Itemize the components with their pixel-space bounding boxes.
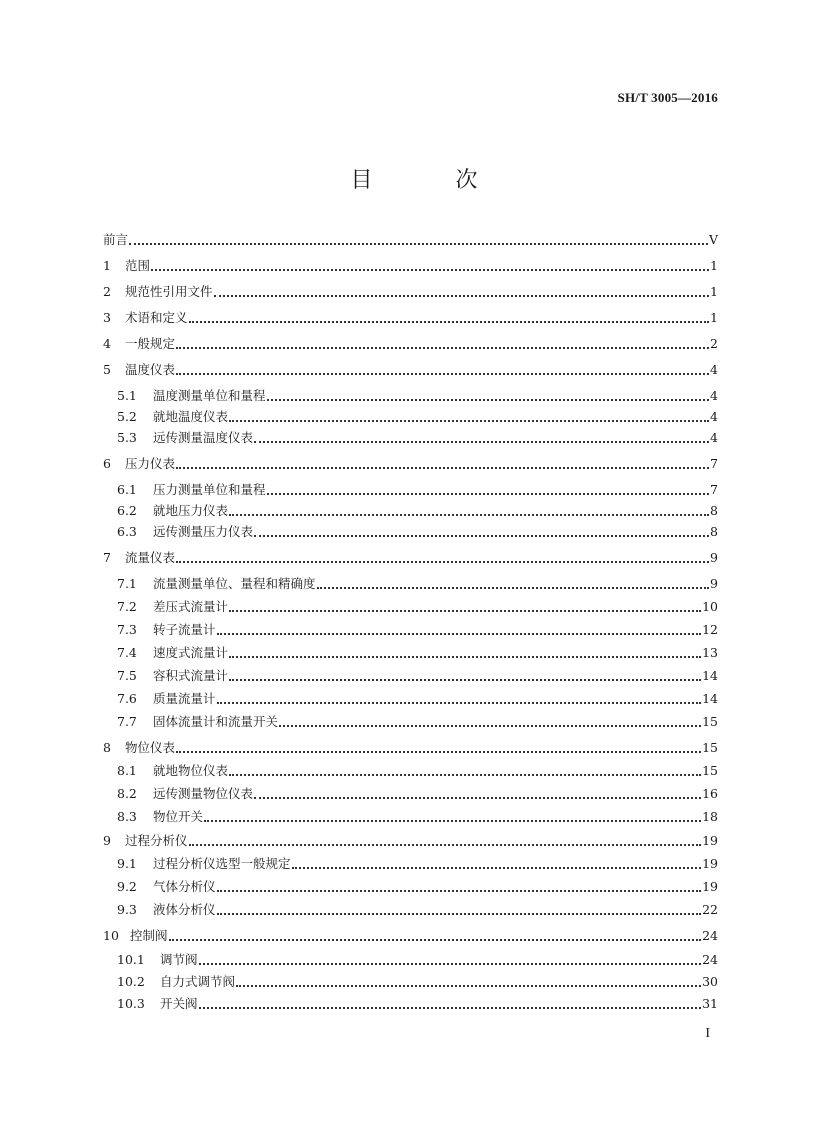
toc-entry-number: 10 bbox=[103, 928, 119, 943]
toc-entry-title: 流量测量单位、量程和精确度 bbox=[153, 576, 316, 591]
toc-entry-page: 30 bbox=[702, 974, 718, 989]
toc-entry[interactable] bbox=[117, 687, 718, 707]
toc-leader-dots bbox=[176, 467, 709, 469]
toc-entry[interactable] bbox=[117, 478, 718, 498]
toc-leader-dots bbox=[129, 243, 708, 245]
toc-entry-page: 16 bbox=[702, 786, 718, 801]
toc-entry-page: 2 bbox=[710, 336, 718, 351]
toc-entry[interactable] bbox=[117, 898, 718, 918]
toc-entry-page: 14 bbox=[702, 668, 718, 683]
toc-leader-dots bbox=[229, 774, 701, 776]
toc-entry[interactable] bbox=[117, 405, 718, 425]
toc-entry-page: 4 bbox=[710, 388, 718, 403]
toc-entry-title: 压力测量单位和量程 bbox=[153, 482, 266, 497]
toc-entry[interactable] bbox=[103, 358, 718, 378]
toc-entry-page: 22 bbox=[702, 902, 718, 917]
toc-leader-dots bbox=[176, 373, 709, 375]
toc-entry[interactable] bbox=[117, 572, 718, 592]
toc-entry-number: 5.2 bbox=[117, 409, 137, 424]
toc-entry-page: 19 bbox=[702, 879, 718, 894]
toc-leader-dots bbox=[199, 963, 702, 965]
toc-entry-title: 远传测量压力仪表 bbox=[153, 524, 254, 539]
toc-entry-page: 7 bbox=[710, 456, 718, 471]
toc-entry-page: 4 bbox=[710, 430, 718, 445]
toc-entry-page: 12 bbox=[702, 622, 718, 637]
toc-leader-dots bbox=[229, 610, 701, 612]
toc-leader-dots bbox=[217, 702, 702, 704]
toc-entry-number: 9.2 bbox=[117, 879, 137, 894]
toc-leader-dots bbox=[229, 420, 709, 422]
toc-leader-dots bbox=[254, 535, 709, 537]
toc-entry-title: 过程分析仪 bbox=[125, 833, 188, 848]
toc-entry-page: 15 bbox=[702, 763, 718, 778]
toc-entry-number: 7.7 bbox=[117, 714, 137, 729]
toc-entry-number: 6 bbox=[103, 456, 111, 471]
toc-entry-title: 物位开关 bbox=[153, 809, 204, 824]
toc-entry-number: 9.3 bbox=[117, 902, 137, 917]
toc-entry-page: 8 bbox=[710, 503, 718, 518]
toc-leader-dots bbox=[217, 890, 702, 892]
toc-entry-page: 15 bbox=[702, 740, 718, 755]
toc-entry-page: 1 bbox=[710, 258, 718, 273]
toc-entry-number: 8.1 bbox=[117, 763, 137, 778]
toc-entry-number: 6.3 bbox=[117, 524, 137, 539]
toc-leader-dots bbox=[254, 441, 709, 443]
toc-entry-title: 速度式流量计 bbox=[153, 645, 229, 660]
toc-leader-dots bbox=[229, 679, 701, 681]
toc-entry-title: 固体流量计和流量开关 bbox=[153, 714, 279, 729]
toc-entry-number: 1 bbox=[103, 258, 111, 273]
toc-entry-title: 就地物位仪表 bbox=[153, 763, 229, 778]
toc-entry[interactable] bbox=[103, 228, 718, 248]
toc-entry-title: 转子流量计 bbox=[153, 622, 216, 637]
toc-entry-title: 规范性引用文件 bbox=[125, 284, 213, 299]
toc-leader-dots bbox=[189, 321, 710, 323]
toc-entry-page: 8 bbox=[710, 524, 718, 539]
toc-entry-number: 5 bbox=[103, 362, 111, 377]
toc-entry-page: 7 bbox=[710, 482, 718, 497]
toc-leader-dots bbox=[279, 725, 701, 727]
toc-entry-title: 温度测量单位和量程 bbox=[153, 388, 266, 403]
toc-entry-page: 19 bbox=[702, 833, 718, 848]
toc-entry-page: 4 bbox=[710, 362, 718, 377]
toc-entry-title: 气体分析仪 bbox=[153, 879, 216, 894]
toc-leader-dots bbox=[176, 347, 709, 349]
toc-entry-number: 8.3 bbox=[117, 809, 137, 824]
toc-entry[interactable] bbox=[117, 641, 718, 661]
toc-entry[interactable] bbox=[103, 306, 718, 326]
toc-entry-page: 19 bbox=[702, 856, 718, 871]
toc-entry-number: 10.3 bbox=[117, 996, 145, 1011]
toc-entry[interactable] bbox=[103, 546, 718, 566]
toc-entry-title: 一般规定 bbox=[125, 336, 176, 351]
toc-entry-number: 5.3 bbox=[117, 430, 137, 445]
toc-entry-number: 7.1 bbox=[117, 576, 137, 591]
toc-entry-number: 2 bbox=[103, 284, 111, 299]
toc-entry-page: 24 bbox=[702, 928, 718, 943]
toc-entry-title: 流量仪表 bbox=[125, 550, 176, 565]
toc-entry[interactable] bbox=[103, 829, 718, 849]
page-number: I bbox=[705, 1026, 710, 1041]
toc-entry-title: 调节阀 bbox=[160, 952, 198, 967]
toc-entry[interactable] bbox=[117, 805, 718, 825]
toc-entry[interactable] bbox=[117, 759, 718, 779]
toc-entry-number: 7.5 bbox=[117, 668, 137, 683]
toc-entry[interactable] bbox=[117, 710, 718, 730]
toc-entry-page: 10 bbox=[702, 599, 718, 614]
toc-leader-dots bbox=[236, 985, 701, 987]
toc-entry[interactable] bbox=[103, 452, 718, 472]
toc-leader-dots bbox=[229, 514, 709, 516]
toc-entry-number: 7 bbox=[103, 550, 111, 565]
toc-entry-title: 过程分析仪选型一般规定 bbox=[153, 856, 291, 871]
toc-entry-number: 7.6 bbox=[117, 691, 137, 706]
toc-entry[interactable] bbox=[103, 332, 718, 352]
toc-leader-dots bbox=[217, 633, 702, 635]
toc-entry-number: 7.3 bbox=[117, 622, 137, 637]
toc-entry-title: 质量流量计 bbox=[153, 691, 216, 706]
toc-entry[interactable] bbox=[117, 384, 718, 404]
toc-entry-page: 31 bbox=[702, 996, 718, 1011]
toc-leader-dots bbox=[189, 844, 702, 846]
toc-entry[interactable] bbox=[117, 970, 718, 990]
toc-entry-title: 远传测量温度仪表 bbox=[153, 430, 254, 445]
toc-entry-number: 10.2 bbox=[117, 974, 145, 989]
toc-entry[interactable] bbox=[103, 924, 718, 944]
toc-entry-title: 远传测量物位仪表 bbox=[153, 786, 254, 801]
toc-entry[interactable] bbox=[103, 254, 718, 274]
toc-entry-title: 控制阀 bbox=[130, 928, 168, 943]
standard-code: SH/T 3005—2016 bbox=[617, 90, 718, 105]
toc-entry-title: 前言 bbox=[103, 232, 129, 247]
toc-entry[interactable] bbox=[117, 618, 718, 638]
toc-entry-title: 温度仪表 bbox=[125, 362, 176, 377]
toc-entry[interactable] bbox=[117, 948, 718, 968]
toc-leader-dots bbox=[267, 493, 710, 495]
toc-entry-number: 5.1 bbox=[117, 388, 137, 403]
toc-entry-title: 液体分析仪 bbox=[153, 902, 216, 917]
toc-entry-page: 4 bbox=[710, 409, 718, 424]
toc-leader-dots bbox=[169, 939, 702, 941]
toc-entry-title: 差压式流量计 bbox=[153, 599, 229, 614]
toc-entry-number: 4 bbox=[103, 336, 111, 351]
toc-entry[interactable] bbox=[103, 280, 718, 300]
toc-entry-page: 1 bbox=[710, 284, 718, 299]
toc-leader-dots bbox=[217, 913, 702, 915]
toc-entry-page: 1 bbox=[710, 310, 718, 325]
toc-leader-dots bbox=[267, 399, 710, 401]
toc-entry[interactable] bbox=[103, 736, 718, 756]
toc-leader-dots bbox=[214, 295, 710, 297]
toc-entry-number: 9 bbox=[103, 833, 111, 848]
toc-entry[interactable] bbox=[117, 852, 718, 872]
toc-leader-dots bbox=[229, 656, 701, 658]
toc-leader-dots bbox=[151, 269, 709, 271]
toc-entry-number: 6.2 bbox=[117, 503, 137, 518]
toc-entry-page: 15 bbox=[702, 714, 718, 729]
toc-entry-page: 13 bbox=[702, 645, 718, 660]
toc-leader-dots bbox=[199, 1007, 702, 1009]
toc-entry-page: 14 bbox=[702, 691, 718, 706]
toc-leader-dots bbox=[317, 587, 710, 589]
toc-entry[interactable] bbox=[117, 992, 718, 1012]
toc-entry[interactable] bbox=[117, 426, 718, 446]
toc-entry-page: 24 bbox=[702, 952, 718, 967]
toc-entry-number: 10.1 bbox=[117, 952, 145, 967]
toc-leader-dots bbox=[292, 867, 702, 869]
toc-entry-number: 6.1 bbox=[117, 482, 137, 497]
toc-entry-number: 8.2 bbox=[117, 786, 137, 801]
toc-entry-page: 18 bbox=[702, 809, 718, 824]
toc-entry-title: 开关阀 bbox=[160, 996, 198, 1011]
toc-entry-title: 就地温度仪表 bbox=[153, 409, 229, 424]
toc-entry-title: 物位仪表 bbox=[125, 740, 176, 755]
toc-entry[interactable] bbox=[117, 875, 718, 895]
toc-entry-number: 3 bbox=[103, 310, 111, 325]
toc-entry[interactable] bbox=[117, 499, 718, 519]
toc-entry-page: 9 bbox=[710, 576, 718, 591]
toc-entry[interactable] bbox=[117, 664, 718, 684]
toc-entry[interactable] bbox=[117, 782, 718, 802]
toc-entry[interactable] bbox=[117, 520, 718, 540]
toc-entry-title: 压力仪表 bbox=[125, 456, 176, 471]
toc-entry-title: 范围 bbox=[125, 258, 151, 273]
toc-leader-dots bbox=[204, 820, 701, 822]
toc-leader-dots bbox=[254, 797, 701, 799]
toc-entry-page: 9 bbox=[710, 550, 718, 565]
toc-entry[interactable] bbox=[117, 595, 718, 615]
toc-entry-number: 7.4 bbox=[117, 645, 137, 660]
toc-entry-page: V bbox=[708, 232, 718, 247]
page-title: 目 次 bbox=[350, 168, 516, 193]
toc-entry-title: 就地压力仪表 bbox=[153, 503, 229, 518]
toc-entry-number: 9.1 bbox=[117, 856, 137, 871]
toc-entry-title: 自力式调节阀 bbox=[160, 974, 236, 989]
toc-entry-title: 术语和定义 bbox=[125, 310, 188, 325]
toc-entry-title: 容积式流量计 bbox=[153, 668, 229, 683]
toc-leader-dots bbox=[176, 561, 709, 563]
toc-entry-number: 7.2 bbox=[117, 599, 137, 614]
toc-leader-dots bbox=[176, 751, 701, 753]
toc-entry-number: 8 bbox=[103, 740, 111, 755]
